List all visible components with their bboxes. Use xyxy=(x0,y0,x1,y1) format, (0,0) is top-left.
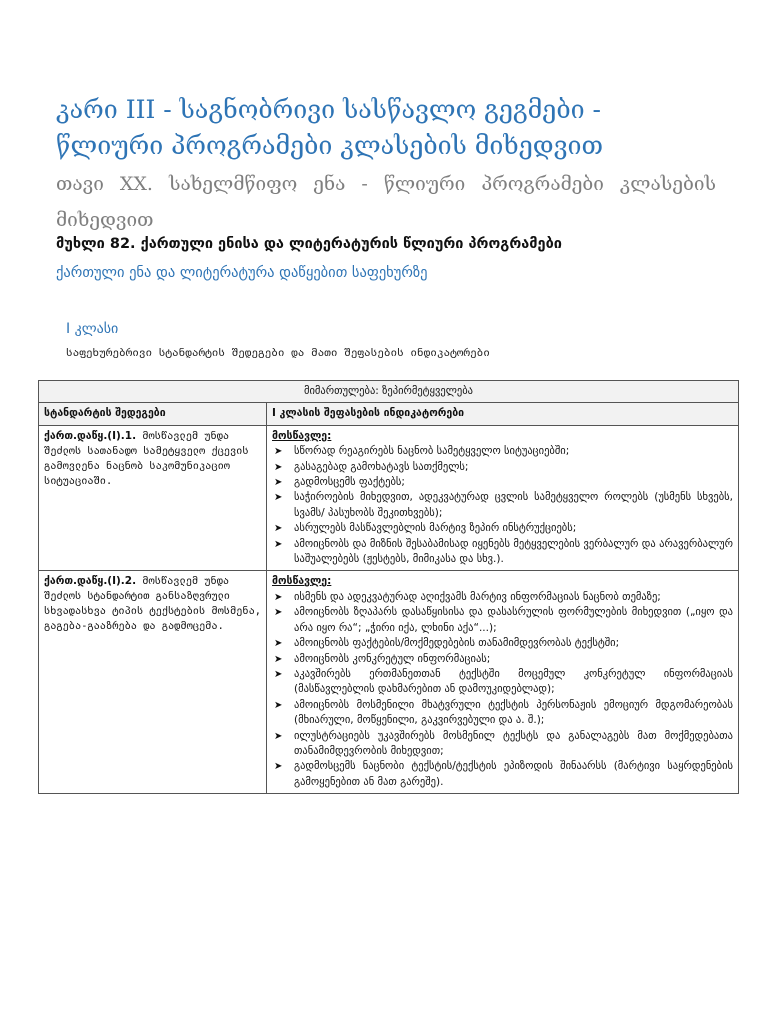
indicator-text: საჭიროების მიხედვით, ადეკვატურად ცვლის სამეტყველო როლებს (უსმენს სხვებს, სვამს/ პასუხობს შეკითხვებს); xyxy=(294,491,733,519)
standard-code: ქართ.დაწყ.(I).2. xyxy=(44,575,137,588)
arrow-bullet-icon: ➤ xyxy=(274,461,283,473)
list-item xyxy=(272,759,733,790)
list-item xyxy=(272,729,733,760)
learner-label: მოსწავლე: xyxy=(272,429,332,442)
indicator-text: გადმოსცემს ფაქტებს; xyxy=(294,476,405,489)
arrow-bullet-icon: ➤ xyxy=(274,607,283,619)
indicator-text: სწორად რეაგირებს ნაცნობ სამეტყველო სიტუაციებში; xyxy=(294,445,570,458)
direction-cell: მიმართულება: ზეპირმეტყველება xyxy=(39,381,739,403)
indicator-text: აკავშირებს ერთმანეთთან ტექსტში მოცემულ კონკრეტულ ინფორმაციას (მასწავლებლის დახმარებით ან დამოუკიდებლად); xyxy=(294,667,733,696)
standard-text: მოსწავლემ უნდა შეძლოს სათანადო სამეტყველო ქცევის გამოვლენა ნაცნობ საკომუნიკაციო სიტუაციაში. xyxy=(44,429,249,487)
intro-text: საფეხურებრივი სტანდარტის შედეგები და მათი შეფასების ინდიკატორები xyxy=(66,346,490,359)
list-item xyxy=(272,652,733,667)
indicator-text: ასრულებს მასწავლებლის მარტივ ზეპირ ინსტრუქციებს; xyxy=(294,522,577,535)
list-item xyxy=(272,667,733,698)
class-heading: I კლასი xyxy=(66,321,119,337)
list-item xyxy=(272,698,733,729)
list-item xyxy=(272,444,733,459)
indicator-text: ილუსტრაციებს უკავშირებს მოსმენილ ტექსტს და განალაგებს მათ მოქმედებათა თანამიმდევრობის მიხედვით; xyxy=(294,729,733,757)
standard-code: ქართ.დაწყ.(I).1. xyxy=(44,429,137,442)
column-header-indicators: I კლასის შეფასების ინდიკატორები xyxy=(267,403,739,425)
standard-text: მოსწავლემ უნდა შეძლოს სტანდარტით განსაზღვრული სხვადასხვა ტიპის ტექსტების მოსმენა, გაგება-გააზრება და გადმოცემა. xyxy=(44,575,261,633)
indicators-cell xyxy=(267,425,739,571)
list-item xyxy=(272,636,733,651)
indicator-text: ამოიცნობს კონკრეტულ ინფორმაციას; xyxy=(294,652,491,665)
table-row xyxy=(39,571,739,794)
column-header-standard: სტანდარტის შედეგები xyxy=(39,403,267,425)
subject-heading: ქართული ენა და ლიტერატურა დაწყებით საფეხურზე xyxy=(56,265,428,281)
arrow-bullet-icon: ➤ xyxy=(274,446,283,458)
chapter-heading: თავი XX. სახელმწიფო ენა - წლიური პროგრამები კლასების მიხედვით xyxy=(56,173,716,231)
arrow-bullet-icon: ➤ xyxy=(274,730,283,742)
article-heading: მუხლი 82. ქართული ენისა და ლიტერატურის წლიური პროგრამები xyxy=(56,236,562,252)
list-item xyxy=(272,537,733,568)
list-item xyxy=(272,475,733,490)
indicator-list xyxy=(272,444,733,567)
list-item xyxy=(272,605,733,636)
standard-cell xyxy=(39,571,267,794)
header-row xyxy=(39,403,739,425)
arrow-bullet-icon: ➤ xyxy=(274,538,283,550)
list-item xyxy=(272,521,733,536)
indicator-text: ამოიცნობს და მიზნის შესაბამისად იყენებს მეტყველების ვერბალურ და არავერბალურ საშუალებებს (ჟესტებს, მიმიკასა და სხვ.). xyxy=(294,537,733,566)
indicator-text: ისმენს და ადეკვატურად აღიქვამს მარტივ ინფორმაციას ნაცნობ თემაზე; xyxy=(294,590,661,603)
arrow-bullet-icon: ➤ xyxy=(274,668,283,680)
arrow-bullet-icon: ➤ xyxy=(274,492,283,504)
indicator-text: ამოიცნობს მოსმენილი მხატვრული ტექსტის პერსონაჟის ემოციურ მდგომარეობას (მხიარული, მოწყენილი, გაკვირვებული და ა. შ.); xyxy=(294,698,733,727)
table-row xyxy=(39,425,739,571)
arrow-bullet-icon: ➤ xyxy=(274,591,283,603)
direction-row xyxy=(39,381,739,403)
arrow-bullet-icon: ➤ xyxy=(274,699,283,711)
indicator-text: ამოიცნობს ზღაპარს დასაწყისისა და დასასრულის ფორმულების მიხედვით („იყო და არა იყო რა“; „ჭირი იქა, ლხინი აქა“...); xyxy=(294,606,733,634)
learner-label: მოსწავლე: xyxy=(272,575,332,588)
list-item xyxy=(272,460,733,475)
list-item xyxy=(272,490,733,521)
indicators-cell xyxy=(267,571,739,794)
indicator-text: გადმოსცემს ნაცნობი ტექსტის/ტექსტის ეპიზოდის შინაარსს (მარტივი საყრდენების გამოყენებით ან მათ გარეშე). xyxy=(294,760,733,788)
arrow-bullet-icon: ➤ xyxy=(274,761,283,773)
list-item xyxy=(272,590,733,605)
indicator-list xyxy=(272,590,733,790)
indicator-text: გასაგებად გამოხატავს სათქმელს; xyxy=(294,460,469,473)
indicator-text: ამოიცნობს ფაქტების/მოქმედებების თანამიმდევრობას ტექსტში; xyxy=(294,637,620,650)
arrow-bullet-icon: ➤ xyxy=(274,477,283,489)
arrow-bullet-icon: ➤ xyxy=(274,523,283,535)
arrow-bullet-icon: ➤ xyxy=(274,653,283,665)
standard-cell xyxy=(39,425,267,571)
standards-table xyxy=(38,380,739,794)
part-heading: კარი III - საგნობრივი სასწავლო გეგმები - წლიური პროგრამები კლასების მიხედვით xyxy=(56,95,604,160)
arrow-bullet-icon: ➤ xyxy=(274,638,283,650)
